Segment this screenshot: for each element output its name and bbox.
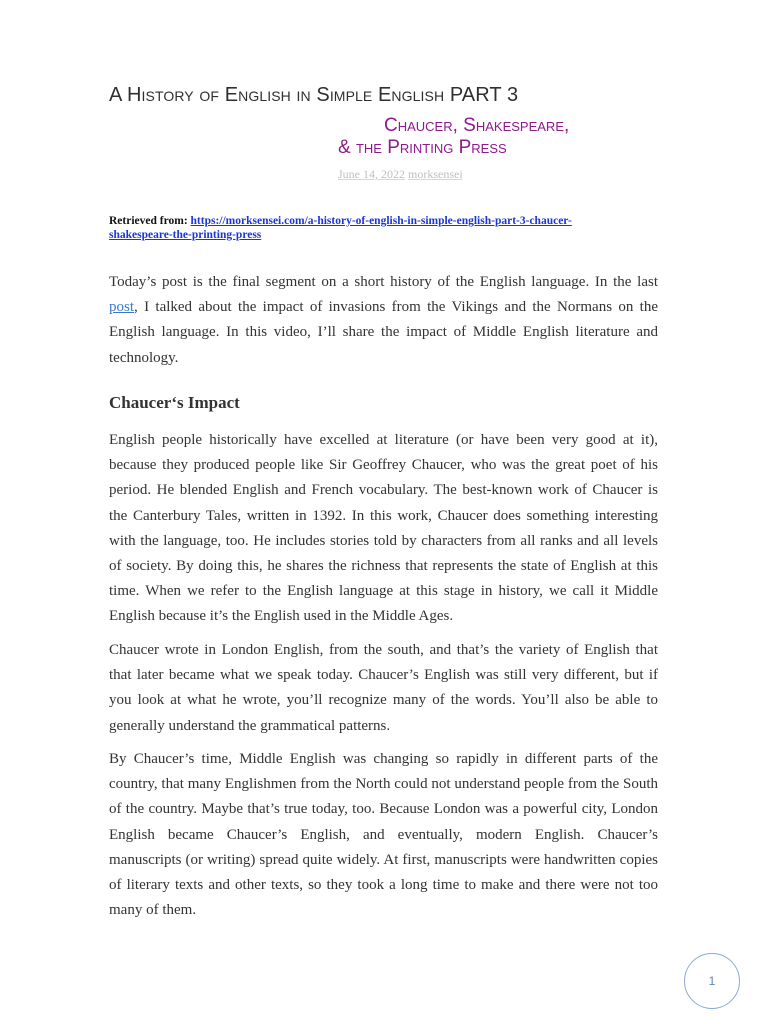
page-number-badge: 1 [684, 953, 740, 1009]
post-author[interactable]: morksensei [408, 167, 463, 181]
paragraph-1: English people historically have excelled at literature (or have been very good at it), because they produced people like Sir Geoffrey Chaucer, who was the great poet of his period. He blended English and French vocabulary. The best-known work of Chaucer is the Canterbury Tales, written in 1392. In this work, Chaucer does something interesting with the language, too. He includes stories told by characters from all ranks and all levels of society. By doing this, he shares the richness that represents the state of English at this time. When we refer to the English language at this stage in history, we call it Middle English because it’s the English used in the Middle Ages. [109, 432, 658, 625]
title-part: PART 3 [449, 84, 519, 106]
retrieved-label: Retrieved from: [109, 215, 188, 227]
post-date[interactable]: June 14, 2022 [338, 167, 405, 181]
paragraph-2: Chaucer wrote in London English, from the south, and that’s the variety of English that that later became what we speak today. Chaucer’s English was still very different, but if you look at what he wrote, you’ll recognize many of the words. You’ll also be able to generally understand the grammatical patterns. [109, 642, 658, 734]
title-main: A History of English in Simple English [109, 84, 445, 106]
subtitle-line-1: Chaucer, Shakespeare, [384, 115, 570, 136]
section-heading: Chaucer‘s Impact [109, 393, 240, 412]
post-link[interactable]: post [109, 299, 135, 316]
subtitle-line-2: & the Printing Press [338, 137, 507, 158]
post-meta [338, 167, 463, 182]
paragraph-3: By Chaucer’s time, Middle English was changing so rapidly in different parts of the country, that many Englishmen from the North could not understand people from the South of the country. Maybe that’s true today, too. Because London was a powerful city, London English became Chaucer’s English, and eventually, modern English. Chaucer’s manuscripts (or writing) spread quite widely. At first, manuscripts were handwritten copies of literary texts and other texts, so they took a long time to make and there were not too many of them. [109, 751, 658, 919]
source-link-line-2: shakespeare-the-printing-press [109, 229, 262, 241]
document-title [109, 84, 669, 107]
intro-text-1: Today’s post is the final segment on a short history of the English language. In the last [109, 274, 658, 290]
retrieved-from [109, 214, 649, 242]
intro-text-2: , I talked about the impact of invasions from the Vikings and the Normans on the English language. In this video, I’ll share the impact of Middle English literature and technology. [109, 299, 658, 366]
intro-paragraph [109, 270, 658, 371]
source-link-line-1: https://morksensei.com/a-history-of-english-in-simple-english-part-3-chaucer- [190, 215, 572, 227]
